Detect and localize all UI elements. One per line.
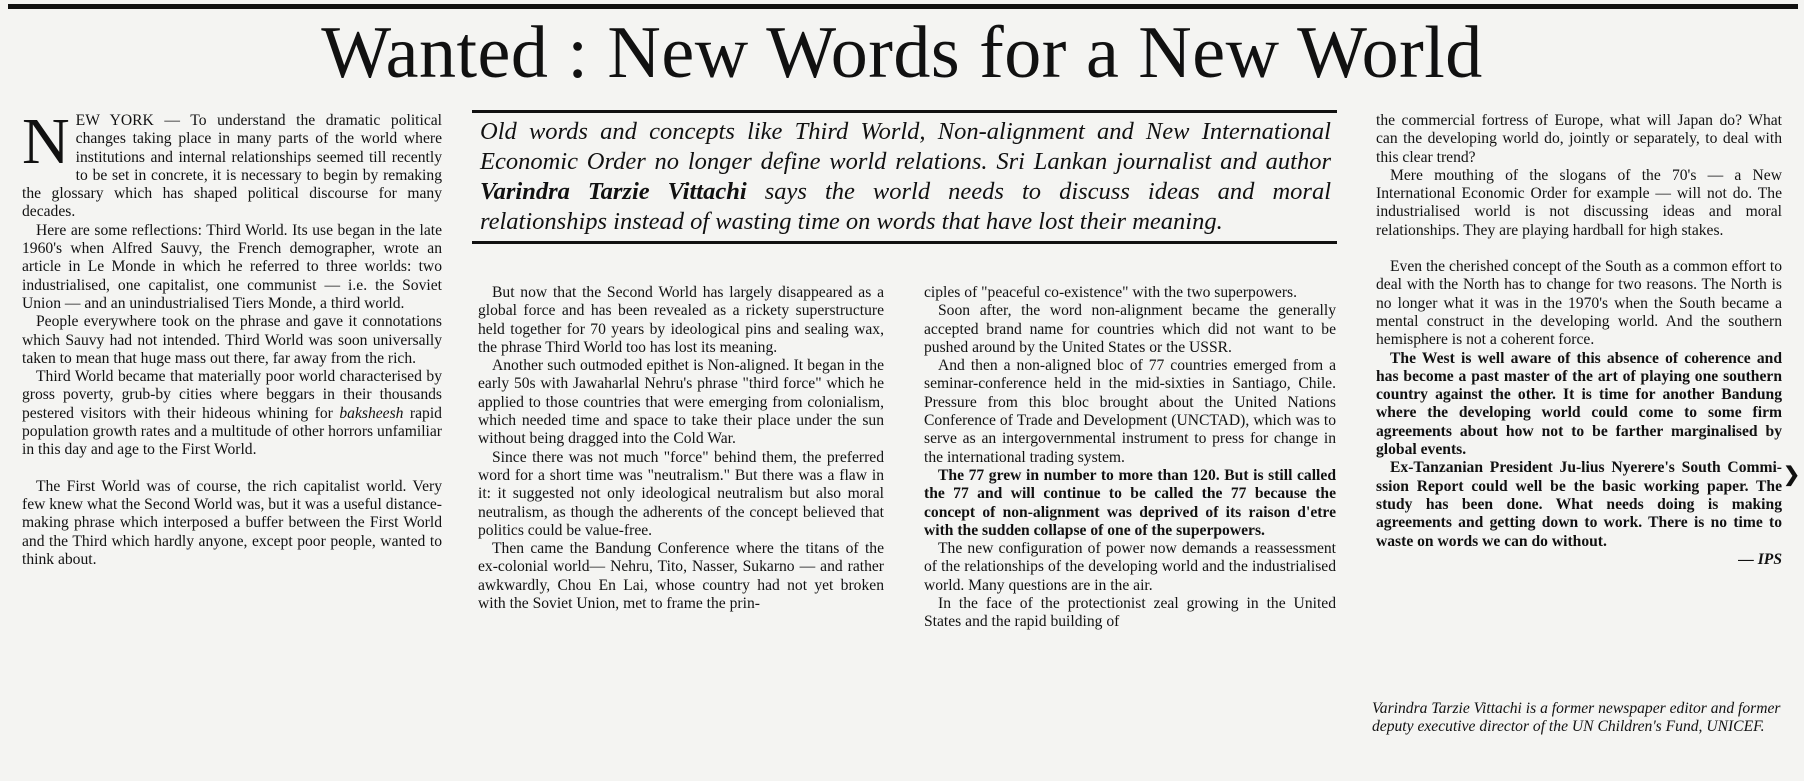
paragraph: the commercial fortress of Europe, what will Japan do? What can the developing world do, jointly or separately, to deal with this clear trend?: [1376, 112, 1782, 166]
paragraph: Then came the Bandung Conference where the titans of the ex-colonial world— Nehru, Tito, Nasser, Sukarno — and rather awkwardly, Chou En Lai, whose country had not yet broken with the Soviet Union, met to frame the prin-: [478, 540, 884, 613]
dateline: EW YORK: [75, 112, 154, 129]
paragraph: In the face of the protectionist zeal growing in the United States and the rapid building of: [924, 595, 1336, 631]
paragraph: NEW YORK — To understand the dramatic political changes taking place in many parts of the world where institutions and internal relationships seemed till recently to be set in concrete, it is necessary to begin by remaking the glossary which has shaped political discourse for many decades.: [22, 105, 442, 221]
paragraph: The West is well aware of this absence of coherence and has become a past master of the art of playing one southern country against the other. It is time for another Bandung where the developing world could come to some firm agreements about how not to be farther marginalised by global events.: [1376, 349, 1782, 459]
paragraph: Even the cherished concept of the South as a common effort to deal with the North has to change for two reasons. The North is no longer what it was in the 1970's when the South became a mental construct in the developing world. And the southern hemisphere is not a coherent force.: [1376, 258, 1782, 349]
agency-signoff: — IPS: [1738, 550, 1782, 568]
paragraph: Mere mouthing of the slogans of the 70's — a New International Economic Order for example — will not do. The industrialised world is not discussing ideas and moral relationships. They are playing hardball for high stakes.: [1376, 166, 1782, 239]
paragraph: Since there was not much "force" behind them, the preferred word for a short time was "neutralism." But there was a flaw in it: it suggested not only ideological neutralism but also moral neutralism, as though the adherents of the concept believed that politics could be value-free.: [478, 448, 884, 539]
paragraph: Soon after, the word non-alignment became the generally accepted brand name for countries which did not want to be pushed around by the United States or the USSR.: [924, 302, 1336, 356]
paragraph: And then a non-aligned bloc of 77 countries emerged from a seminar-conference held in the mid-sixties in Santiago, Chile. Pressure from this bloc brought about the United Nations Conference of Trade and Development (UNCTAD), which was to serve as an intergovernmental instrument to press for change in the international trading system.: [924, 357, 1336, 466]
dek-rule-bottom: [472, 241, 1337, 244]
top-rule: [8, 4, 1798, 9]
drop-cap: N: [22, 105, 70, 178]
paragraph: Third World became that materially poor world characterised by gross poverty, grub-by cities where beggars in their thousands pestered visitors with their hideous whining for baksheesh rapid population growth rates and a multitude of other horrors unfamiliar in this day and age to the First World.: [22, 368, 442, 459]
column-2: [478, 284, 884, 613]
column-3: [924, 284, 1336, 632]
standfirst: [472, 110, 1337, 244]
italic-word: baksheesh: [339, 404, 404, 422]
author-name: Varindra Tarzie Vittachi: [480, 178, 747, 205]
paragraph: The 77 grew in number to more than 120. But is still called the 77 and will continue to be called the 77 because the concept of non-alignment was deprived of its raison d'etre with the sudden collapse of one of the superpowers.: [924, 466, 1336, 539]
headline: Wanted : New Words for a New World: [321, 12, 1483, 94]
paragraph: The new configuration of power now demands a reassessment of the relationships of the developing world and the industrialised world. Many questions are in the air.: [924, 540, 1336, 594]
paragraph: Another such outmoded epithet is Non-aligned. It began in the early 50s with Jawaharlal Nehru's phrase "third force" which he applied to those countries that were emerging from colonialism, which needed time and space to take their place under the sun without being dragged into the Cold War.: [478, 357, 884, 448]
paragraph: But now that the Second World has largely disappeared as a global force and has been revealed as a rickety superstructure held together for 70 years by ideological pins and sealing wax, the phrase Third World too has lost its meaning.: [478, 284, 884, 356]
paragraph: Ex-Tanzanian President Ju-lius Nyerere's South Commi-ssion Report could well be the basic working paper. The study has been done. What needs doing is making agreements and getting down to work. There is no time to waste on words we can do without.: [1376, 459, 1782, 550]
paragraph: ciples of "peaceful co-existence" with the two superpowers.: [924, 284, 1297, 301]
paragraph: Here are some reflections: Third World. Its use began in the late 1960's when Alfred Sauvy, the French demographer, wrote an article in Le Monde in which he referred to three worlds: two industrialised, one capitalist, one communist — i.e. the Soviet Union — and an unindustrialised Tiers Monde, a third world.: [22, 221, 442, 312]
column-1: [22, 105, 442, 569]
continue-arrow-icon: ❯: [1783, 462, 1800, 486]
paragraph: People everywhere took on the phrase and gave it connotations which Sauvy had not intended. Third World was soon universally taken to mean that huge mass out there, far away from the rich.: [22, 313, 442, 367]
paragraph: The First World was of course, the rich capitalist world. Very few knew what the Second World was, but it was a useful distance-making phrase which interposed a buffer between the First World and the Third which hardly anyone, except poor people, wanted to think about.: [22, 477, 442, 568]
column-4: [1376, 112, 1782, 569]
author-credit: Varindra Tarzie Vittachi is a former newspaper editor and former deputy executive director of the UN Children's Fund, UNICEF.: [1372, 700, 1781, 736]
standfirst-text: Old words and concepts like Third World, Non-alignment and New International Economic Order no longer define world relations. Sri Lankan journalist and author Varindra Tarzie Vittachi says the world needs to discuss ideas and moral relationships instead of wasting time on words that have lost their meaning.: [480, 118, 1331, 235]
